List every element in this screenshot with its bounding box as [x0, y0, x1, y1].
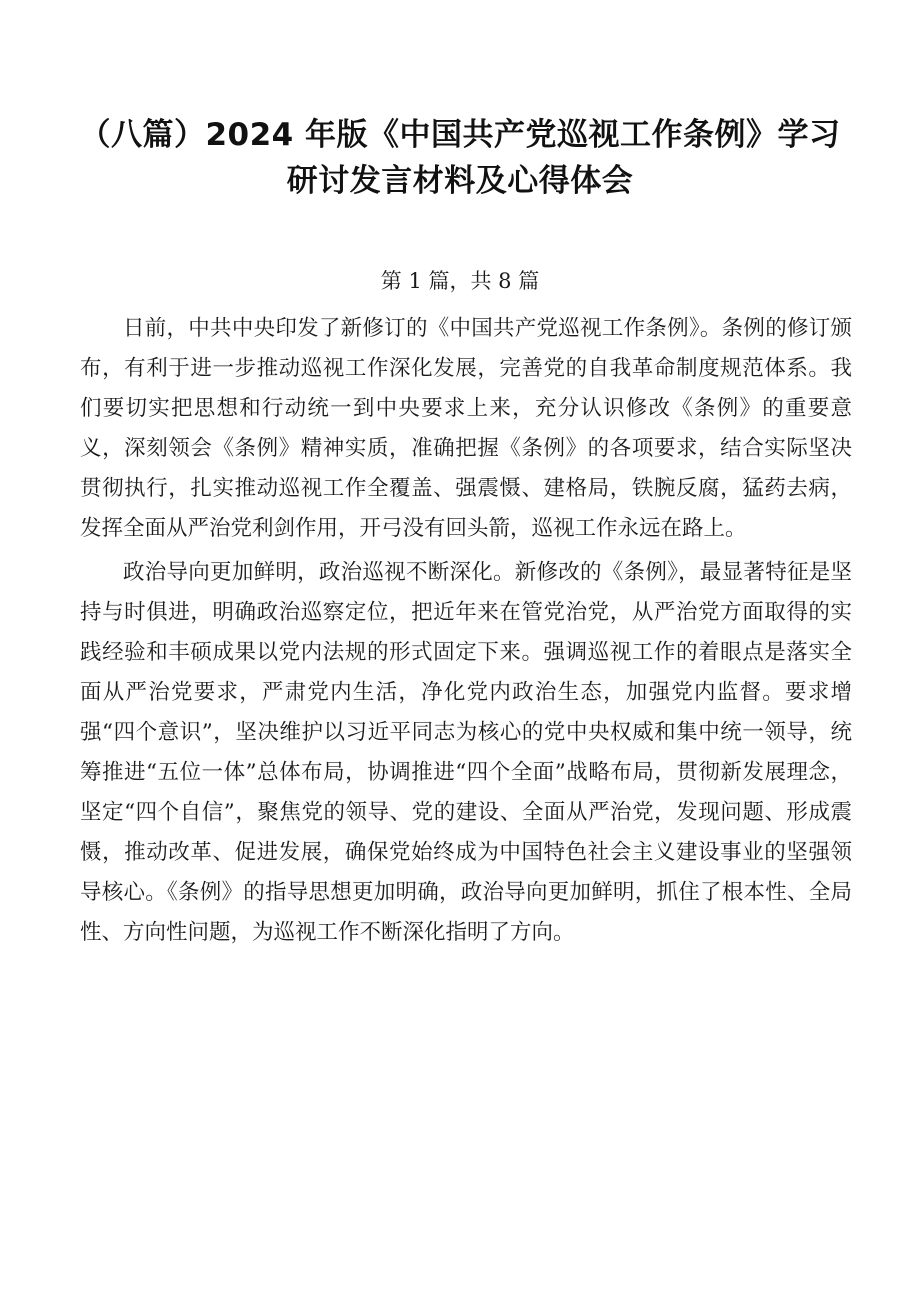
document-body — [80, 309, 852, 957]
paragraph: 政治导向更加鲜明，政治巡视不断深化。新修改的《条例》，最显著特征是坚持与时俱进，明确政治巡察定位，把近年来在管党治党，从严治党方面取得的实践经验和丰硕成果以党内法规的形式固定下来。强调巡视工作的着眼点是落实全面从严治党要求，严肃党内生活，净化党内政治生态，加强党内监督。要求增强“四个意识”，坚决维护以习近平同志为核心的党中央权威和集中统一领导，统筹推进“五位一体”总体布局，协调推进“四个全面”战略布局，贯彻新发展理念，坚定“四个自信”，聚焦党的领导、党的建设、全面从严治党，发现问题、形成震慑，推动改革、促进发展，确保党始终成为中国特色社会主义建设事业的坚强领导核心。《条例》的指导思想更加明确，政治导向更加鲜明，抓住了根本性、全局性、方向性问题，为巡视工作不断深化指明了方向。 — [80, 560, 852, 945]
title-line-1: （八篇）2024 年版《中国共产党巡视工作条例》学习 — [79, 117, 841, 153]
part-label: 第 1 篇，共 8 篇 — [380, 269, 540, 293]
paragraph: 日前，中共中央印发了新修订的《中国共产党巡视工作条例》。条例的修订颁布，有利于进一步推动巡视工作深化发展，完善党的自我革命制度规范体系。我们要切实把思想和行动统一到中央要求上来，充分认识修改《条例》的重要意义，深刻领会《条例》精神实质，准确把握《条例》的各项要求，结合实际坚决贯彻执行，扎实推动巡视工作全覆盖、强震慑、建格局，铁腕反腐，猛药去病，发挥全面从严治党利剑作用，开弓没有回头箭，巡视工作永远在路上。 — [80, 316, 852, 541]
title-line-2: 研讨发言材料及心得体会 — [286, 163, 634, 199]
document-title — [70, 112, 850, 204]
